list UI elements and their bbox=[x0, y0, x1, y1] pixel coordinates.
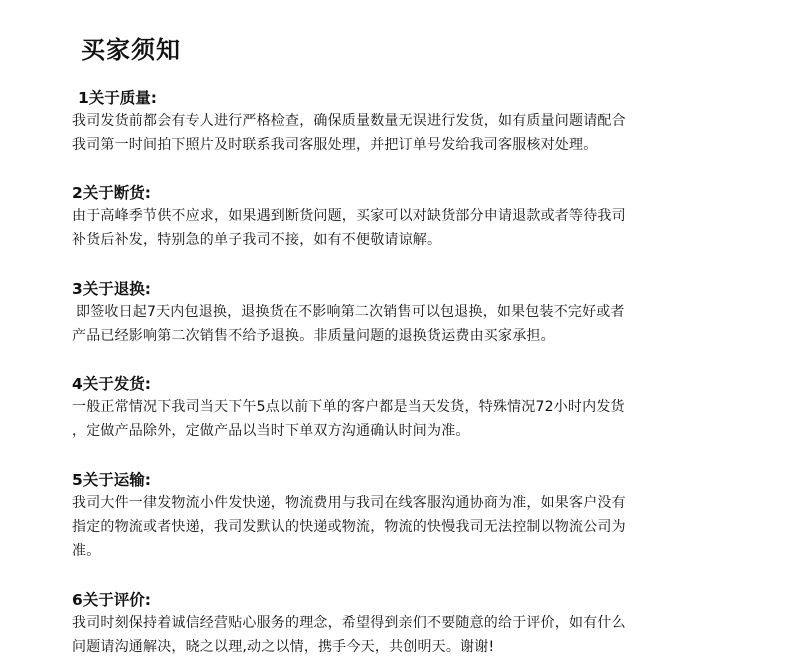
section-text-line: 我司第一时间拍下照片及时联系我司客服处理，并把订单号发给我司客服核对处理。 bbox=[72, 137, 598, 153]
section-text-line: 指定的物流或者快递，我司发默认的快递或物流，物流的快慢我司无法控制以物流公司为 bbox=[72, 519, 626, 535]
section-text-line: 我司发货前都会有专人进行严格检查，确保质量数量无误进行发货，如有质量问题请配合 bbox=[72, 113, 626, 129]
section-text-line: ，定做产品除外，定做产品以当时下单双方沟通确认时间为准。 bbox=[72, 423, 470, 439]
section-transport bbox=[72, 469, 772, 563]
section-returns bbox=[72, 278, 772, 348]
section-heading: 4关于发货: bbox=[72, 375, 151, 393]
section-heading: 1关于质量: bbox=[78, 89, 157, 107]
section-quality bbox=[72, 87, 772, 157]
section-heading: 5关于运输: bbox=[72, 471, 151, 489]
section-text-line: 即签收日起7天内包退换，退换货在不影响第二次销售可以包退换，如果包装不完好或者 bbox=[76, 304, 625, 320]
section-text-line: 产品已经影响第二次销售不给予退换。非质量问题的退换货运费由买家承担。 bbox=[72, 328, 555, 344]
section-text-line: 准。 bbox=[72, 543, 101, 559]
section-reviews bbox=[72, 589, 772, 659]
section-text-line: 我司大件一律发物流小件发快递，物流费用与我司在线客服沟通协商为准，如果客户没有 bbox=[72, 495, 626, 511]
section-heading: 3关于退换: bbox=[72, 280, 151, 298]
section-heading: 2关于断货: bbox=[72, 184, 151, 202]
page-title: 买家须知 bbox=[81, 36, 181, 64]
section-text-line: 补货后补发，特别急的单子我司不接，如有不便敬请谅解。 bbox=[72, 232, 442, 248]
section-text-line: 问题请沟通解决，晓之以理,动之以情，携手今天，共创明天。谢谢! bbox=[72, 639, 495, 655]
section-out-of-stock bbox=[72, 182, 772, 252]
section-text-line: 由于高峰季节供不应求，如果遇到断货问题，买家可以对缺货部分申请退款或者等待我司 bbox=[72, 208, 626, 224]
section-text-line: 一般正常情况下我司当天下午5点以前下单的客户都是当天发货，特殊情况72小时内发货 bbox=[72, 399, 625, 415]
section-heading: 6关于评价: bbox=[72, 591, 151, 609]
section-text-line: 我司时刻保持着诚信经营贴心服务的理念，希望得到亲们不要随意的给于评价，如有什么 bbox=[72, 615, 626, 631]
section-shipping bbox=[72, 373, 772, 443]
